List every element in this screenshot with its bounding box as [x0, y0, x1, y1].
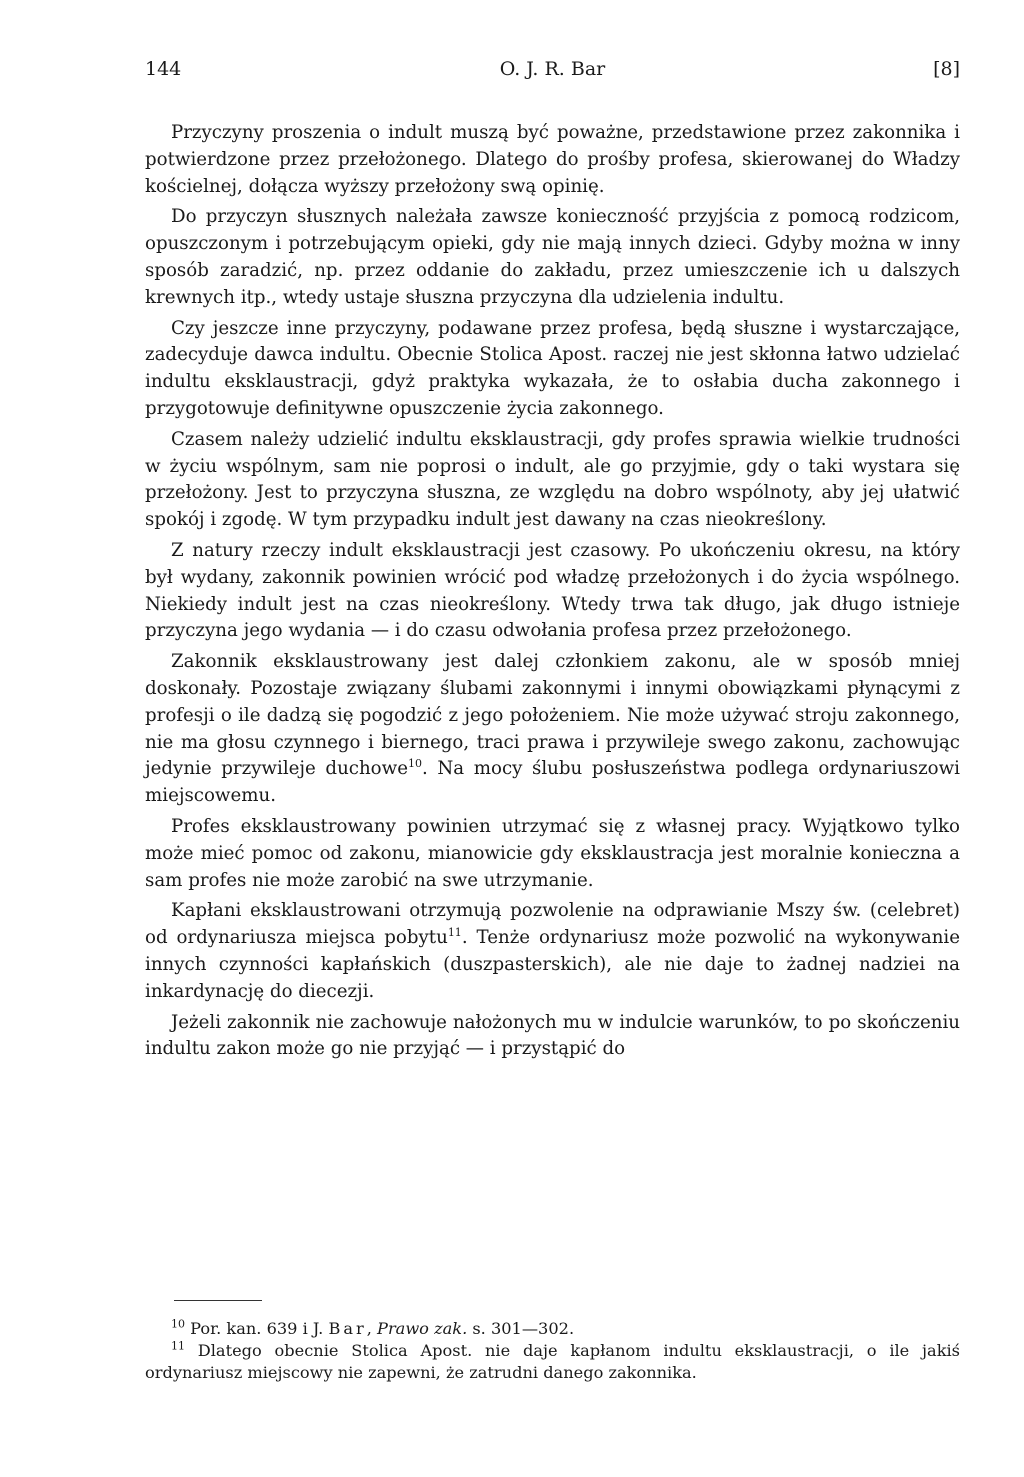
- paragraph: [145, 898, 960, 1005]
- paragraph: [145, 649, 960, 810]
- footnote-text: s. 301—302.: [467, 1319, 575, 1338]
- footnote: [145, 1318, 960, 1340]
- paragraph-text: Zakonnik eksklaustrowany jest dalej członkiem zakonu, ale w sposób mniej doskonały. Pozostaje związany ślubami zakonnymi i innymi obowiązkami płynącymi z profesji o ile dadzą się pogodzić z jego położeniem. Nie może używać stroju zakonnego, nie ma głosu czynnego i biernego, traci prawa i przywileje swego zakonu, zachowując jedynie przywileje duchowe: [145, 651, 960, 780]
- footnote-text: Dlatego obecnie Stolica Apost. nie daje kapłanom indultu eksklaustracji, o ile jakiś ordynariusz miejscowy nie zapewni, że zatrudni danego zakonnika.: [145, 1341, 960, 1382]
- paragraph: Czasem należy udzielić indultu eksklaustracji, gdy profes sprawia wielkie trudności w życiu wspólnym, sam nie poprosi o indult, ale go przyjmie, gdy o taki wystara się przełożony. Jest to przyczyna słuszna, ze względu na dobro wspólnoty, aby jej ułatwić spokój i zgodę. W tym przypadku indult jest dawany na czas nieokreślony.: [145, 428, 960, 531]
- footnote-ref[interactable]: 11: [447, 926, 462, 940]
- section-number: [8]: [933, 58, 960, 80]
- footnote-marker: 11: [171, 1339, 185, 1353]
- footnote-text: ,: [366, 1319, 378, 1338]
- footnote-title: Prawo zak.: [377, 1319, 468, 1338]
- footnote-marker: 10: [171, 1317, 185, 1331]
- paragraph: Przyczyny proszenia o indult muszą być poważne, przedstawione przez zakonnika i potwierdzone przez przełożonego. Dlatego do prośby profesa, skierowanej do Władzy kościelnej, dołącza wyższy przełożony swą opinię.: [145, 122, 960, 197]
- page-number: 144: [145, 58, 182, 80]
- footnote-text: Por. kan. 639 i J.: [190, 1319, 329, 1338]
- page-header: [145, 58, 960, 88]
- footnotes: [145, 1318, 960, 1384]
- footnote: [145, 1340, 960, 1384]
- paragraph: Profes eksklaustrowany powinien utrzymać się z własnej pracy. Wyjątkowo tylko może mieć pomoc od zakonu, mianowicie gdy eksklaustracja jest moralnie konieczna a sam profes nie może zarobić na swe utrzymanie.: [145, 815, 960, 891]
- running-title: O. J. R. Bar: [499, 58, 606, 80]
- paragraph: Jeżeli zakonnik nie zachowuje nałożonych mu w indulcie warunków, to po skończeniu indultu zakon może go nie przyjąć — i przystąpić do: [145, 1011, 960, 1060]
- footnote-author: Bar: [328, 1319, 367, 1338]
- paragraph-text: . Tenże ordynariusz może pozwolić na wykonywanie innych czynności kapłańskich (duszpasterskich), ale nie daje to żadnej nadziei na inkardynację do diecezji.: [145, 927, 960, 1002]
- footnote-divider: [174, 1300, 262, 1301]
- paragraph: Do przyczyn słusznych należała zawsze konieczność przyjścia z pomocą rodzicom, opuszczonym i potrzebującym opieki, gdy nie mają innych dzieci. Gdyby można w inny sposób zaradzić, np. przez oddanie do zakładu, przez umieszczenie ich u dalszych krewnych itp., wtedy ustaje słuszna przyczyna dla udzielenia indultu.: [145, 206, 960, 308]
- body-text: [145, 120, 960, 1063]
- paragraph-text: Kapłani eksklaustrowani otrzymują pozwolenie na odprawianie Mszy św. (celebret) od ordynariusza miejsca pobytu: [145, 900, 960, 949]
- footnote-ref[interactable]: 10: [407, 757, 422, 771]
- paragraph: Czy jeszcze inne przyczyny, podawane przez profesa, będą słuszne i wystarczające, zadecyduje dawca indultu. Obecnie Stolica Apost. raczej nie jest skłonna łatwo udzielać indultu eksklaustracji, gdyż praktyka wykazała, że to osłabia ducha zakonnego i przygotowuje definitywne opuszczenie życia zakonnego.: [145, 317, 960, 419]
- paragraph-text: . Na mocy ślubu posłuszeństwa podlega ordynariuszowi miejscowemu.: [145, 758, 960, 807]
- paragraph: Z natury rzeczy indult eksklaustracji jest czasowy. Po ukończeniu okresu, na który był wydany, zakonnik powinien wrócić pod władzę przełożonych i do życia wspólnego. Niekiedy indult jest na czas nieokreślony. Wtedy trwa tak długo, jak długo istnieje przyczyna jego wydania — i do czasu odwołania profesa przez przełożonego.: [145, 539, 960, 642]
